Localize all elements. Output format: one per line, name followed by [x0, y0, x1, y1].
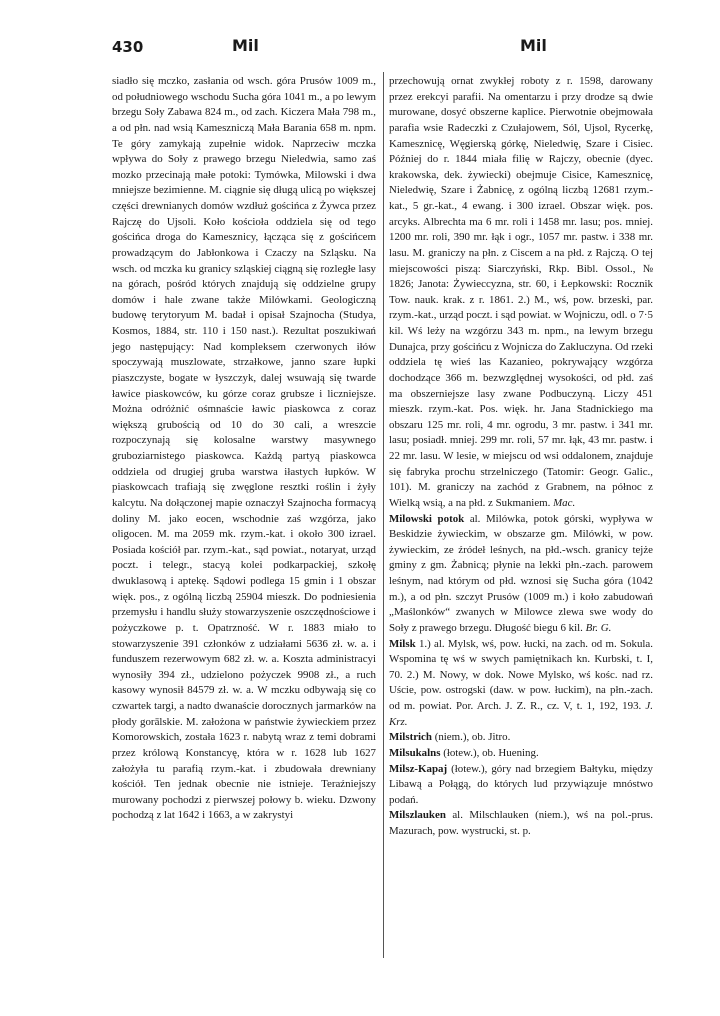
entry-head: Milsukalns [389, 746, 441, 759]
entry-text: al. Milschlauken (niem.), wś na pol.-prus. Mazurach, pow. wystrucki, st. p. [389, 809, 654, 837]
entry-paragraph [389, 637, 653, 731]
entry-text: (łotew.), ob. Huening. [443, 746, 539, 759]
entry-head: Milowski potok [389, 512, 465, 525]
entry-text: (łotew.), góry nad brzegiem Bałtyku, między Libawą a Połągą, do których lud przywiązuje mnóstwo podań. [389, 762, 653, 806]
entry-signature: Mac. [553, 496, 576, 509]
entry-text: al. Milówka, potok górski, wypływa w Beskidzie żywieckim, w obszarze gm. Milówki, w pow. żywieckim, ze źródeł leśnych, na płd.-wsch. granicy tejże gminy z gm. Żabnicą; płynie na lekki płn.-zach. parowem leśnym, nad którym od płd. wznosi się Sucha góra (1042 m.), a od płn. szczyt Prusów (1009 m.) i koło zabudowań „Maślonków“ zwanych w Milowce zlewa swe wody do Soły z prawego brzegu. Długość biegu 6 kil. [389, 512, 653, 634]
left-column-text: siadło się mczko, zasłania od wsch. góra Prusów 1009 m., od południowego wschodu Sucha góra 1041 m., a po lewym brzegu Soły Zabawa 824 m., od zach. Kiczera Mała 798 m., a od płn. nad wsią Kameszniczą Mała Barania 658 m. npm. Te góry zamykają zupełnie widok. Naprzeciw mczka wpływa do Soły z prawego brzegu Nieledwia, samo zaś mozko przecinają małe potoki: Tymówka, Milowski i dwa mniejsze bezimienne. M. ciągnie się długą ulicą po większej części drewnianych domów wzdłuż gościńca z Żywca przez Rajczę do Ujsoli. Koło kościoła oddziela się od tego gościńca droga do Kamesznicy, łącząca się z gościńcem prowadzącym do Jabłonkowa i Czaczy na Szląsku. Na wsch. od mczka ku granicy szląskiej ciągną się rozległe lasy na górach, pośród których znajdują się oddzielne grupy domów i hale zwane także Milówkami. Geologiczną budowę terytoryum M. badał i opisał Szajnocha (Studya, Kosmos, 1884, str. 110 i 150 nast.). Rezultat poszukiwań jego następujący: Nad kompleksem czerwonych iłów spoczywają muszlowate, strzałkowe, janno szare łupki piaszczyste, bogate w łyszczyk, dalej wsuwają się twarde ławice piaskowców, ku górze coraz grubsze i liczniejsze. Można odróżnić ośmnaście ławic piaskowca z coraz większą grubością od 10 do 30 cali, a wreszcie rozpoczynają się kolosalne warstwy masywnego gruboziarnistego piaskowca. Każdą partyą piaskowca oddziela od drugiej gruba warstwa iłastych łupków. W piaskowcach trafiają się zwęglone resztki roślin i żyły kalcytu. Na dołączonej mapie oznaczył Szajnocha formacyą doliny M. jako eocen, wschodnie zaś wzgórza, jako oligocen. M. ma 2059 mk. rzym.-kat. i około 300 izrael. Posiada kościół par. rzym.-kat., sąd powiat., notaryat, urząd poczt. i telegr., stacyą kolei podkarpackiej, szkołę dwuklasową i aptekę. Sądowi podlega 15 gmin i 1 obszar więk. pos., z ogólną liczbą 25904 mieszk. Do podniesienia przemysłu i handlu służy stowarzyszenie oszczędnościowe i pożyczkowe p. t. Opatrzność. W r. 1883 miało to stowarzyszenie 391 członków z udziałami 5636 zł. w. a. i funduszem rezerwowym 682 zł. w. a. Koszta administracyi wynosiły 394 zł., udzielono pożyczek 9908 zł., a ruch kasowy wynosił 84579 zł. w. a. W mczku odbywają się co czwartek targi, a nadto dwanaście dorocznych jarmarków na płody gorālskie. M. założona w państwie żywieckiem przez Komorowskich, została 1623 r. nabytą wraz z temi dobrami przez królową Konstancyę, która w r. 1628 lub 1627 założyła tu parafią rzym.-kat. i zbudowała drewniany kościół. Ten jednak obecnie nie istnieje. Teraźniejszy murowany pochodzi z pierwszej połowy b. wieku. Dzwony pochodzą z lat 1642 i 1663, a w zakrystyi [112, 75, 376, 822]
entry-paragraph [389, 512, 653, 637]
running-head-left: Mil [232, 36, 259, 55]
entry-signature: J. Krz. [389, 700, 653, 728]
entry-paragraph [389, 730, 653, 746]
left-column [112, 74, 376, 824]
entry-text: 1.) al. Mylsk, wś, pow. łucki, na zach. od m. Sokula. Wspomina tę wś w swych pamiętnikach kn. Kurbski, t. I, 70. 2.) M. Nowy, w dok. Nowe Mylsko, wś kośc. nad rz. Uście, pow. ostrogski (daw. w pow. łuckim), na płn.-zach. od m. powiat. Por. Arch. J. Z. R., cz. V, t. 1, 192, 193. [389, 637, 653, 712]
entry-head: Milszlauken [389, 809, 446, 822]
entry-paragraph [389, 746, 653, 762]
entry-signature: Br. G. [585, 621, 612, 634]
entry-paragraph [389, 762, 653, 809]
column-divider [383, 72, 384, 958]
running-head-right: Mil [520, 36, 547, 55]
entry-head: Milsz-Kapaj [389, 762, 448, 775]
entry-text: (niem.), ob. Jitro. [434, 731, 511, 744]
page-number: 430 [112, 38, 144, 56]
entry-head: Milstrich [389, 731, 432, 744]
right-column [389, 74, 653, 840]
entry-head: Milsk [389, 637, 416, 650]
entry-paragraph [389, 74, 653, 512]
entry-text: przechowują ornat zwykłej roboty z r. 1598, darowany przez erekcyi parafii. Na omentarzu i przy drodze są dwie murowane, dosyć obszerne kaplice. Pierwotnie obejmowała parafia wsie Radeczki z Czułajowem, Sól, Ujsol, Rycerkę, Kamesznicę, Węgierską górkę, Nieledwię, Szare i Cisiec. Później do r. 1844 miała filię w Rajczy, obecnie (dyec. krakowska, dek. żywiecki) obejmuje Cisice, Kamesznicę, Nieledwię, Szare i Żabnicę, z ogólną liczbą 12681 rzym.-kat., 5 gr.-kat., 4 ewang. i 300 izrael. Obszar więk. pos. arcyks. Albrechta ma 6 mr. roli i 1458 mr. lasu; pos. mniej. 1200 mr. roli, 390 mr. łąk i ogr., 1057 mr. pastw. i 338 mr. lasu. M. graniczy na płn. z Ciscem a na płd. z Rajczą. O tej miejscowości piszą: Siarczyński, Rkp. Bibl. Ossol., № 1826; Janota: Żywieccyzna, str. 60, i Łepkowski: Rocznik Tow. nauk. krak. z r. 1861. 2.) M., wś, pow. brzeski, par. rzym.-kat., urząd poczt. i sąd powiat. w Wojniczu, odl. o 7·5 kil. Wś leży na wzgórzu 343 m. npm., na lewym brzegu Dunajca, przy gościńcu z Wojnicza do Zakluczyna. Od rzeki oddziela tę wieś las Kazanieo, pokrywający wzgórza dochodzące 366 m. bezwzględnej wysokości, od płd. zaś ma obszerniejsze lasy zwane Podbuczyną. Liczy 451 mieszk. rzym.-kat. Pos. więk. hr. Jana Stadnickiego ma obszaru 125 mr. roli, 4 mr. ogrodu, 3 mr. pastw. i 341 mr. lasu; posiadł. mniej. 299 mr. roli, 57 mr. łąk, 43 mr. pastw. i 22 mr. lasu. W lesie, w miejscu od wsi oddalonem, znajduje się fabryka prochu strzelniczego (Tatomir: Geogr. Galic., 101). M. graniczy na zachód z Grabnem, na północ z Wielką wsią, a na płd. z Sukmaniem. [389, 75, 653, 509]
entry-paragraph [389, 808, 653, 839]
